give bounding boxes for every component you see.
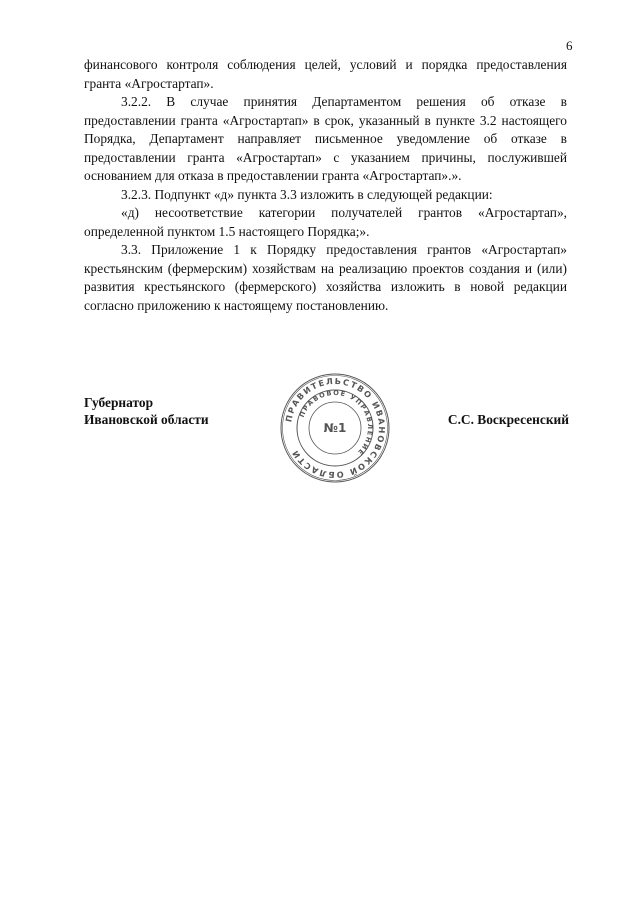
paragraph-3-2-3: 3.2.3. Подпункт «д» пункта 3.3 изложить в следующей редакции: <box>121 186 493 202</box>
signatory-title-line2: Ивановской области <box>84 412 209 427</box>
paragraph-3-2-2: 3.2.2. В случае принятия Департаментом решения об отказе в предоставлении гранта «Агростартап» в срок, указанный в пункте 3.2 настоящего Порядка, Департамент направляет письменное уведомление об отказе в предоставлении гранта «Агростартап» с указанием причины, послужившей основанием для отказа в предоставлении гранта «Агростартап».». <box>84 94 567 183</box>
signatory-title <box>84 394 209 428</box>
paragraph-3-3: 3.3. Приложение 1 к Порядку предоставления грантов «Агростартап» крестьянским (фермерским) хозяйствам на реализацию проектов создания и (или) развития крестьянского (фермерского) хозяйства изложить в новой редакции согласно приложению к настоящему постановлению. <box>84 242 567 313</box>
official-seal-stamp <box>279 372 391 484</box>
paragraph-subpoint-d: «д) несоответствие категории получателей грантов «Агростартап», определенной пунктом 1.5 настоящего Порядка;». <box>84 205 567 239</box>
signature-block <box>84 375 569 484</box>
seal-outer-text: ПРАВИТЕЛЬСТВО ИВАНОВСКОЙ ОБЛАСТИ <box>283 375 388 481</box>
paragraph-continuation: финансового контроля соблюдения целей, условий и порядка предоставления гранта «Агростартап». <box>84 57 567 91</box>
seal-inner-text: ПРАВОВОЕ УПРАВЛЕНИЕ <box>297 388 375 458</box>
document-body <box>84 56 567 315</box>
signatory-name: С.С. Воскресенский <box>447 412 569 427</box>
signatory-title-line1: Губернатор <box>84 395 154 410</box>
page-number: 6 <box>566 38 573 53</box>
seal-center-number: №1 <box>323 421 347 435</box>
